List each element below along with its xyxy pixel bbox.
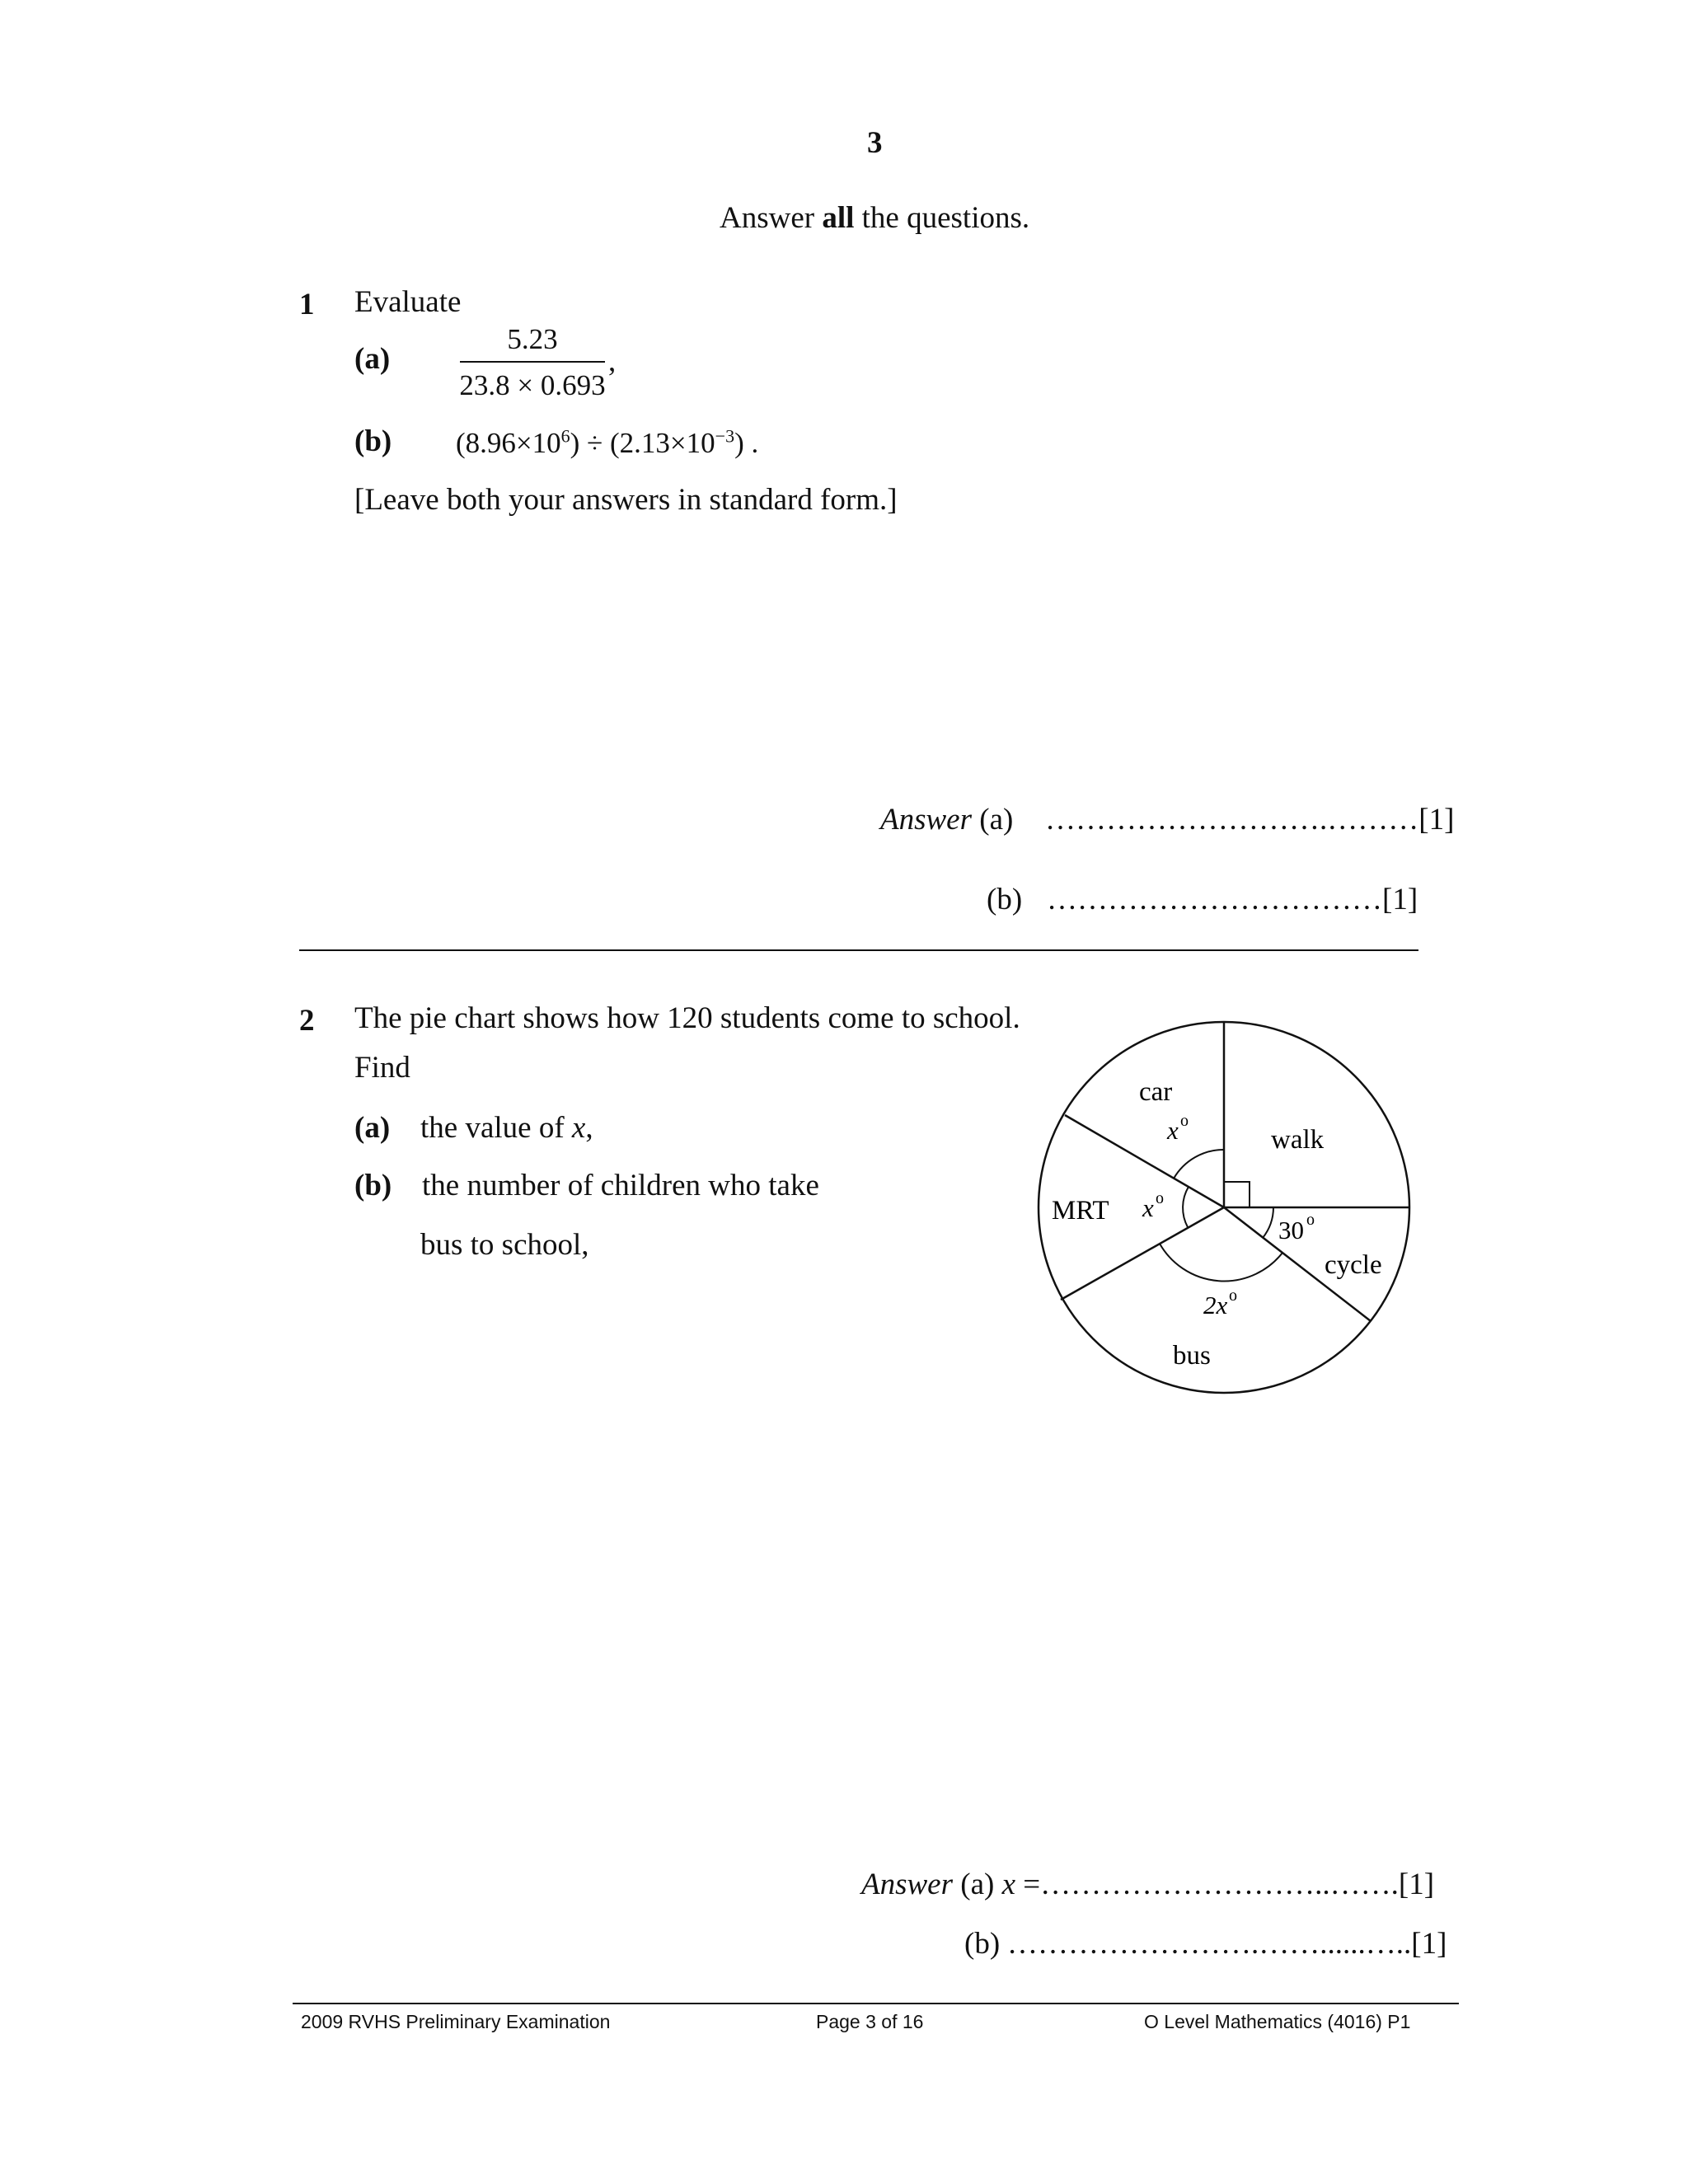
q1-part-b-label: (b)	[354, 424, 392, 458]
pie-label-walk: walk	[1271, 1125, 1325, 1155]
angle-label-cycle: 30	[1278, 1216, 1304, 1244]
q2-answer-word: Answer	[861, 1868, 953, 1901]
q2-answer-a-var: x	[1001, 1868, 1016, 1901]
q2-part-b-text-line2: bus to school,	[420, 1228, 589, 1262]
q1-part-a-numerator: 5.23	[460, 323, 605, 363]
pie-label-bus: bus	[1173, 1341, 1211, 1371]
q1-answer-a	[880, 804, 1013, 835]
question-2-number: 2	[299, 1004, 315, 1038]
q1-part-a-comma: ,	[608, 344, 617, 378]
angle-arc-cycle	[1263, 1207, 1273, 1238]
q1-b-part3: ) .	[734, 427, 759, 459]
q2-answer-b-label: (b)	[964, 1927, 1001, 1961]
q1-part-a-fraction	[458, 323, 607, 402]
angle-arc-mrt	[1183, 1187, 1189, 1227]
footer-exam-title: 2009 RVHS Preliminary Examination	[301, 2011, 611, 2032]
question-1-stem: Evaluate	[354, 285, 462, 319]
degree-mark-car: o	[1180, 1112, 1189, 1130]
angle-label-mrt: x	[1142, 1193, 1154, 1222]
question-2-find: Find	[354, 1051, 410, 1085]
footer-rule	[293, 2003, 1459, 2004]
q2-a-post: ,	[585, 1111, 593, 1145]
q1-b-part1: (8.96×10	[456, 427, 561, 459]
question-divider	[299, 949, 1418, 951]
pie-label-mrt: MRT	[1052, 1196, 1109, 1226]
pie-label-cycle: cycle	[1325, 1250, 1382, 1280]
q1-b-exp2: −3	[715, 425, 735, 447]
q1-b-exp1: 6	[560, 425, 570, 447]
q1-b-part2: ) ÷ (2.13×10	[570, 427, 715, 459]
q2-a-pre: the value of	[420, 1111, 572, 1145]
q2-answer-b-line[interactable]: …………………….……......…..[1]	[1007, 1927, 1447, 1961]
question-1-number: 1	[299, 288, 315, 321]
degree-mark-mrt: o	[1156, 1189, 1164, 1207]
angle-label-car: x	[1167, 1116, 1179, 1145]
angle-label-bus: 2x	[1203, 1291, 1228, 1319]
q2-part-b-label: (b)	[354, 1169, 392, 1202]
q1-answer-word: Answer	[880, 803, 972, 837]
right-angle-mark	[1224, 1182, 1250, 1207]
q2-a-var: x	[571, 1111, 586, 1145]
instructions-header	[720, 203, 1029, 233]
angle-arc-car	[1174, 1150, 1224, 1179]
degree-mark-cycle: o	[1306, 1211, 1315, 1229]
degree-mark-bus: o	[1229, 1286, 1237, 1305]
header-post: the questions.	[854, 201, 1030, 235]
q1-answer-a-label: (a)	[979, 803, 1014, 837]
q2-part-b-text-line1: the number of children who take	[422, 1169, 819, 1202]
q2-answer-a	[861, 1869, 1434, 1900]
page-number: 3	[867, 126, 883, 160]
q1-answer-b-label: (b)	[987, 883, 1023, 916]
question-2-stem: The pie chart shows how 120 students come to school.	[354, 1001, 1020, 1035]
pie-chart	[1022, 1005, 1426, 1409]
q1-answer-a-line[interactable]: ……………………….………[1]	[1045, 803, 1455, 837]
header-bold: all	[822, 201, 855, 235]
angle-arc-bus	[1160, 1244, 1282, 1281]
header-pre: Answer	[720, 201, 823, 235]
q1-answer-b-line[interactable]: ……………………………[1]	[1047, 883, 1418, 916]
footer-paper-code: O Level Mathematics (4016) P1	[1144, 2011, 1411, 2032]
q2-part-a-text	[420, 1113, 593, 1143]
q1-part-a-label: (a)	[354, 342, 391, 376]
q1-part-a-denominator: 23.8 × 0.693	[459, 369, 606, 401]
q2-answer-a-label: (a)	[960, 1868, 995, 1901]
q1-instruction-note: [Leave both your answers in standard form.]	[354, 483, 898, 517]
footer-page-info: Page 3 of 16	[816, 2011, 924, 2032]
q2-part-a-label: (a)	[354, 1111, 391, 1145]
q2-answer-a-line[interactable]: =………………………..…….[1]	[1015, 1868, 1435, 1901]
pie-label-car: car	[1139, 1077, 1173, 1107]
q1-part-b-expression	[456, 427, 758, 460]
